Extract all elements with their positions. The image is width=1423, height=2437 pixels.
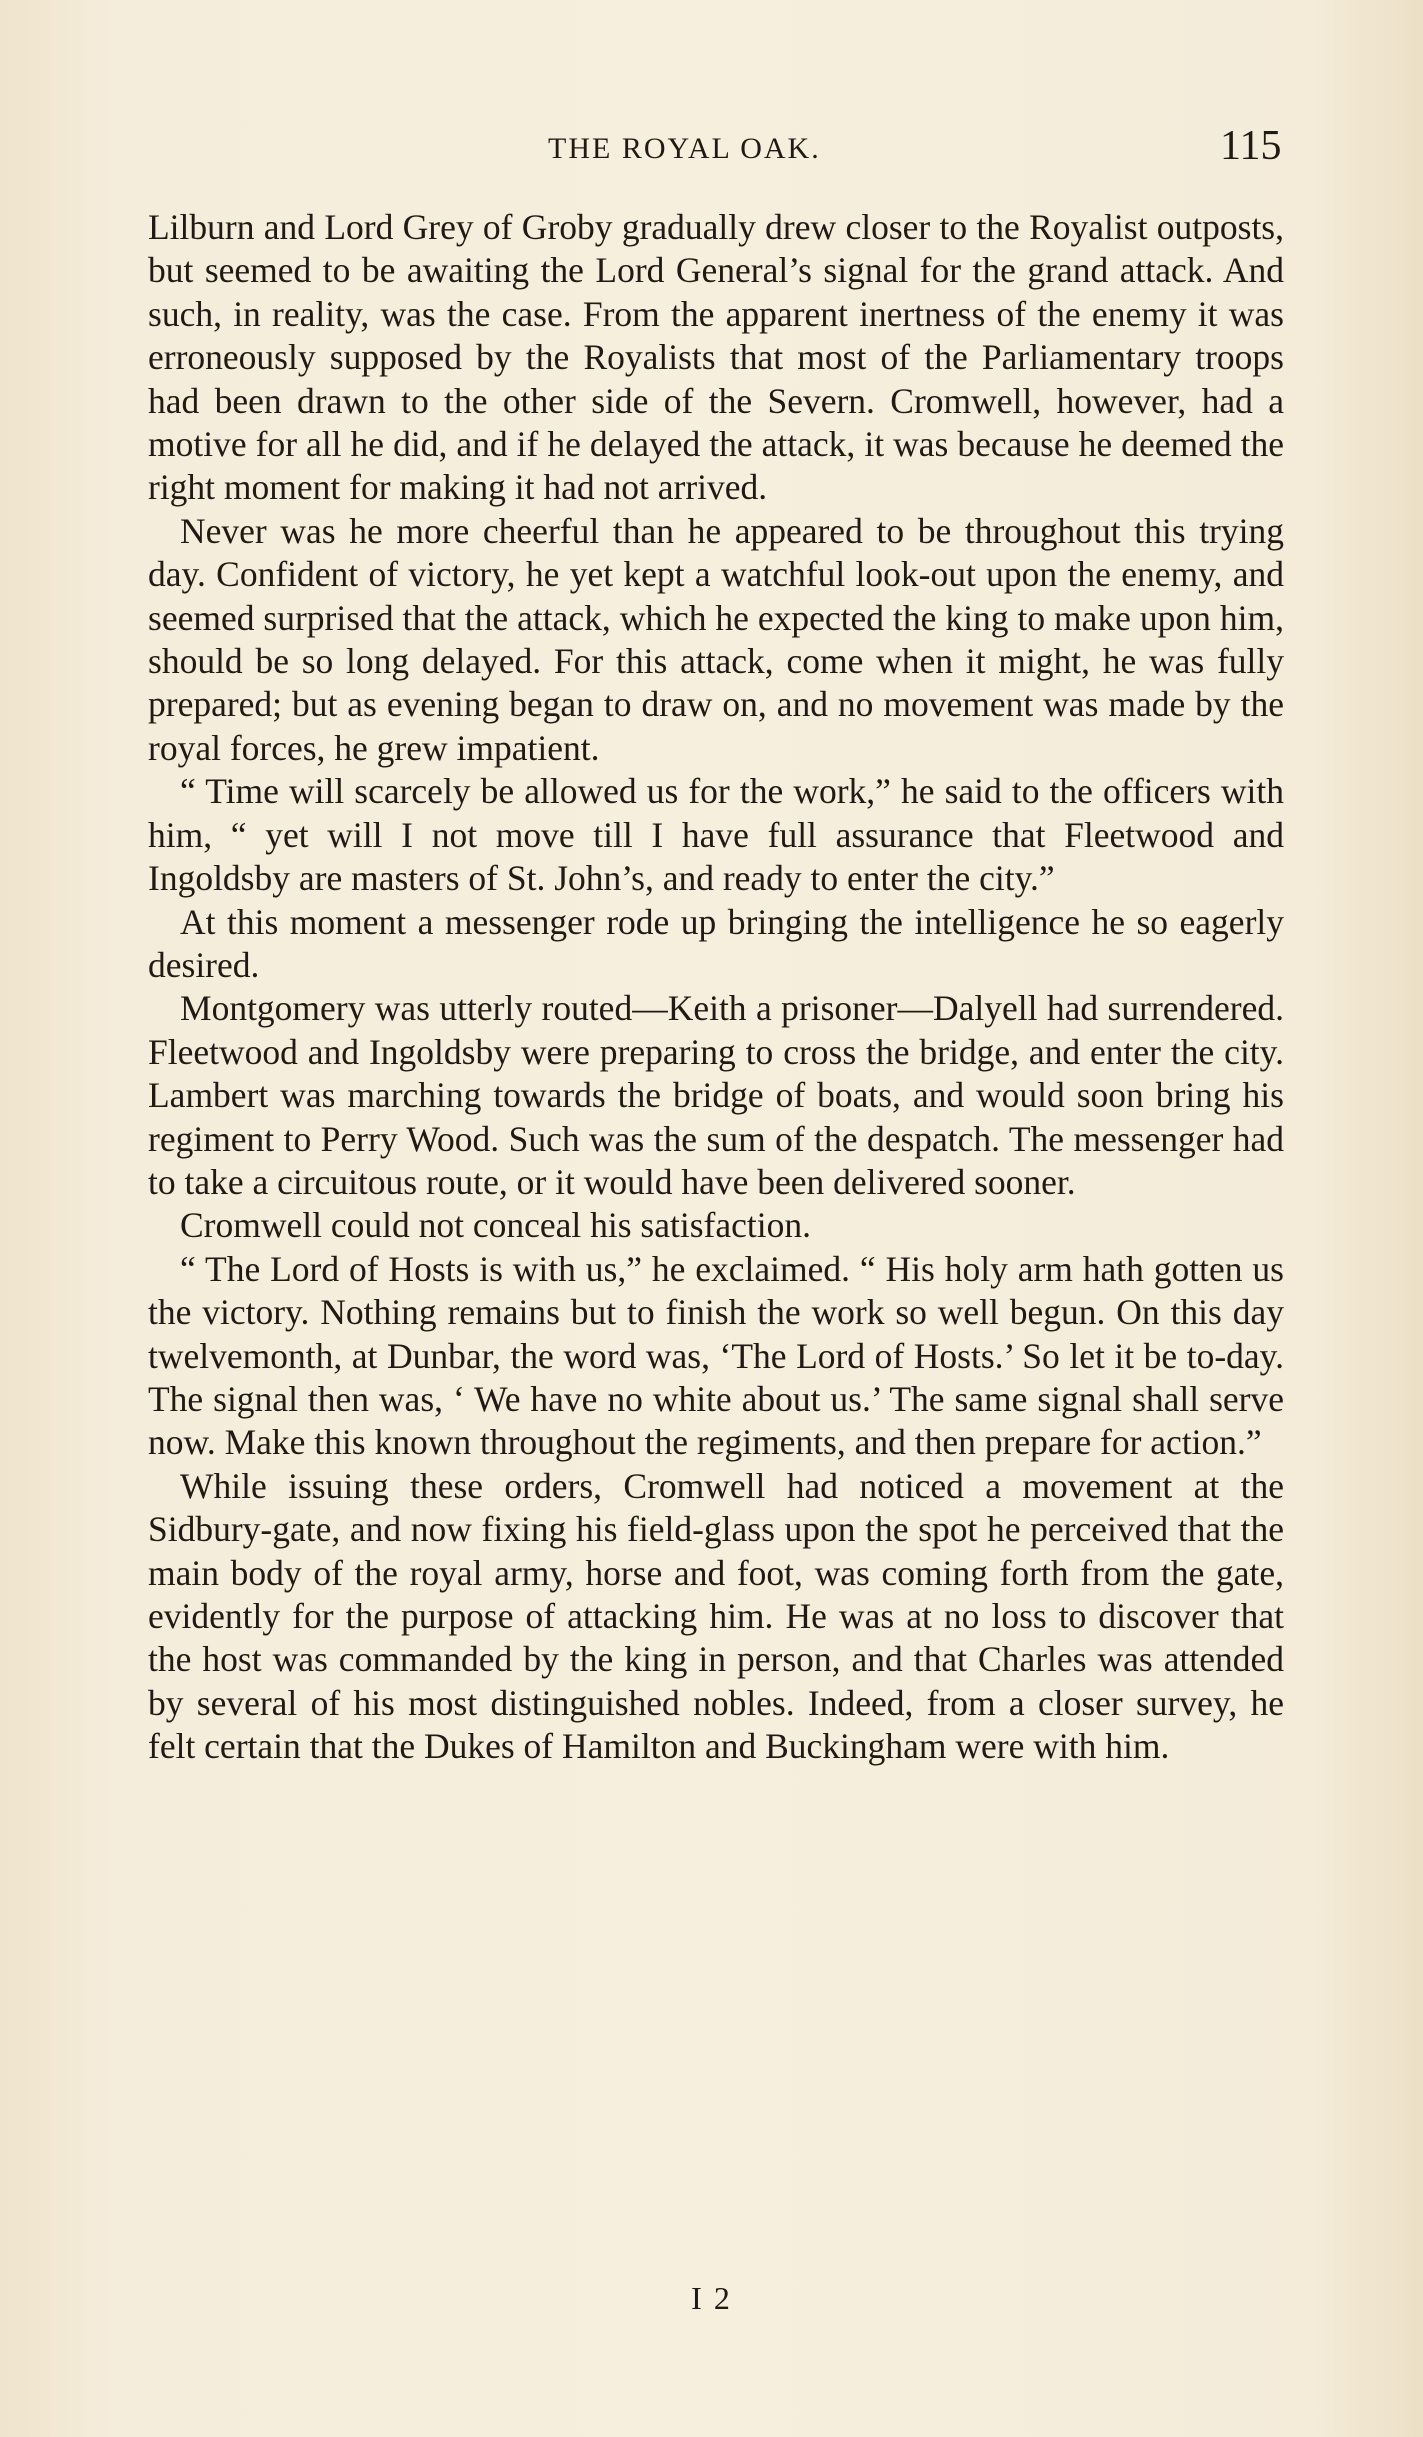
paragraph: “ The Lord of Hosts is with us,” he exclaimed. “ His holy arm hath gotten us the victory. Nothing remains but to finish the work so well begun. On this day twelvemonth, at Dunbar, the word was, ‘The Lord of Hosts.’ So let it be to-day. The signal then was, ‘ We have no white about us.’ The same signal shall serve now. Make this known throughout the regiments, and then prepare for action.” — [148, 1248, 1284, 1463]
paragraph: Montgomery was utterly routed—Keith a prisoner—Dalyell had surrendered. Fleetwood and Ingoldsby were preparing to cross the bridge, and enter the city. Lambert was marching towards the bridge of boats, and would soon bring his regiment to Perry Wood. Such was the sum of the despatch. The messenger had to take a circuitous route, or it would have been delivered sooner. — [148, 988, 1284, 1202]
paragraph: Lilburn and Lord Grey of Groby gradually drew closer to the Royalist outposts, but seemed to be awaiting the Lord General’s signal for the grand attack. And such, in reality, was the case. From the apparent inertness of the enemy it was erroneously supposed by the Royalists that most of the Parliamentary troops had been drawn to the other side of the Severn. Cromwell, however, had a motive for all he did, and if he delayed the attack, it was because he deemed the right moment for making it had not arrived. — [148, 207, 1284, 508]
paragraph: Never was he more cheerful than he appeared to be throughout this trying day. Confident of victory, he yet kept a watchful look-out upon the enemy, and seemed surprised that the attack, which he expected the king to make upon him, should be so long delayed. For this attack, come when it might, he was fully prepared; but as evening began to draw on, and no movement was made by the royal forces, he grew impatient. — [148, 510, 1284, 768]
paragraph: At this moment a messenger rode up bringing the intelligence he so eagerly desired. — [148, 901, 1284, 985]
signature-mark: I 2 — [691, 2280, 732, 2316]
paragraph: Cromwell could not conceal his satisfaction. — [180, 1205, 811, 1246]
running-title: THE ROYAL OAK. — [548, 132, 821, 165]
page-number: 115 — [1220, 123, 1282, 169]
page-body — [148, 206, 1284, 1769]
paragraph: While issuing these orders, Cromwell had noticed a movement at the Sidbury-gate, and now fixing his field-glass upon the spot he perceived that the main body of the royal army, horse and foot, was coming forth from the gate, evidently for the purpose of attacking him. He was at no loss to discover that the host was commanded by the king in person, and that Charles was attended by several of his most distinguished nobles. Indeed, from a closer survey, he felt certain that the Dukes of Hamilton and Buckingham were with him. — [148, 1465, 1284, 1767]
paragraph: “ Time will scarcely be allowed us for the work,” he said to the officers with him, “ yet will I not move till I have full assurance that Fleetwood and Ingoldsby are masters of St. John’s, and ready to enter the city.” — [148, 771, 1284, 899]
